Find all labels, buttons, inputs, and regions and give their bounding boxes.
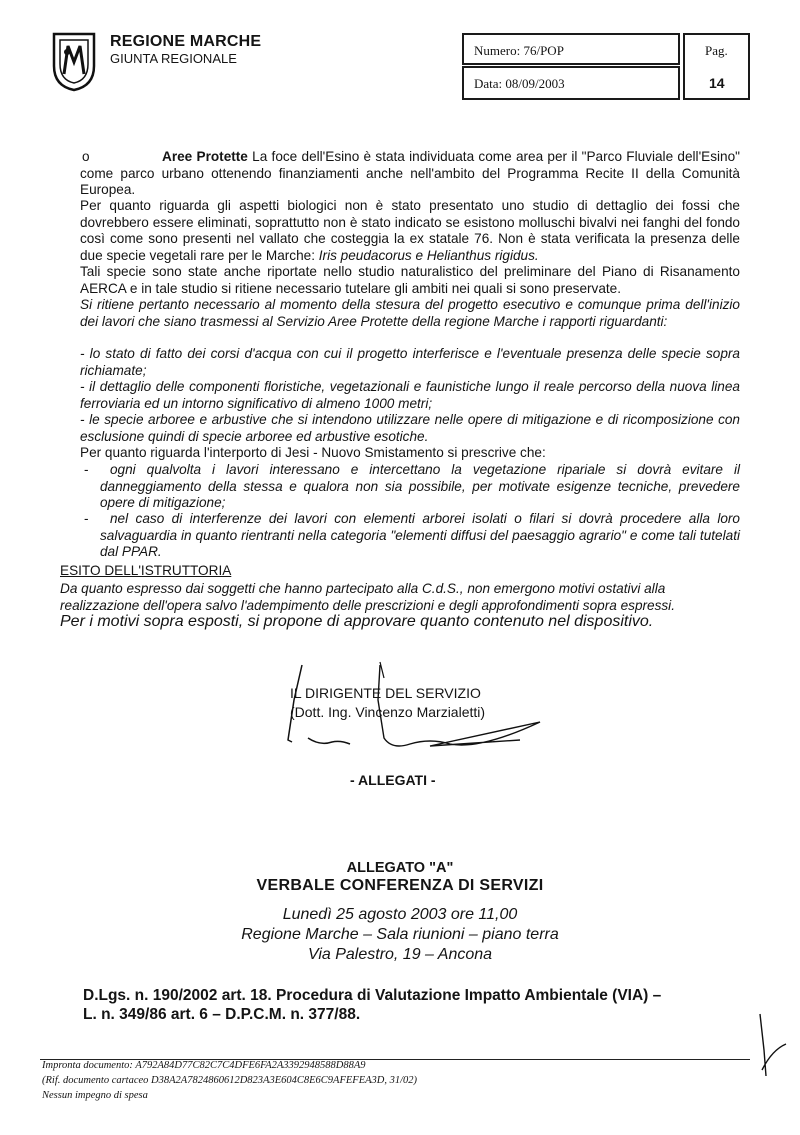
esito-text: Da quanto espresso dai soggetti che hanno partecipato alla C.d.S., non emergono motivi ostativi alla realizzazione dell'opera salvo l'adempimento delle prescrizioni e degli approfondimenti sopra espressi. bbox=[60, 581, 675, 613]
paragraph-aspetti-biologici: Per quanto riguarda gli aspetti biologici non è stato presentato uno studio di dettaglio dei fossi che dovrebbero essere eliminati, soprattutto non è stato indicato se esistono molluschi bivalvi nei fanghi del fondo così come sono presenti nel vallato che costeggia la ex statale 76. Non è stata verificata la presenza delle due specie vegetali rare per le Marche: Iris peudacorus e Helianthus rigidus. bbox=[80, 198, 740, 263]
paragraph-tali-specie: Tali specie sono state anche riportate nello studio naturalistico del preliminare del Piano di Risanamento AERCA e in tale studio si ritiene necessario tutelare gli ambiti nei quali si sono preservate. bbox=[80, 264, 740, 296]
aree-protette-text: La foce dell'Esino è stata individuata come area per il "Parco Fluviale dell'Esino" come parco urbano ottenendo finanziamenti anche nell'ambito del Programma Recite II della Comunità Europea. bbox=[80, 149, 740, 197]
footer-spesa: Nessun impegno di spesa bbox=[42, 1090, 148, 1101]
allegato-heading: ALLEGATO "A" bbox=[346, 860, 454, 876]
species-names: Iris peudacorus e Helianthus rigidus. bbox=[318, 247, 539, 263]
signature-name: (Dott. Ing. Vincenzo Marzialetti) bbox=[290, 704, 486, 720]
paragraph-si-ritiene: Si ritiene pertanto necessario al momento della stesura del progetto esecutivo e comunque prima dell'inizio dei lavori che siano trasmessi al Servizio Aree Protette della regione Marche i rapporti riguardanti: bbox=[80, 297, 740, 329]
aree-protette-heading: Aree Protette bbox=[162, 149, 248, 164]
bullet-mark: o bbox=[82, 149, 90, 164]
org-name: REGIONE MARCHE bbox=[110, 33, 262, 50]
footer-rif: (Rif. documento cartaceo D38A2A7824860612D823A3E604C8E6C9AFEFEA3D, 31/02) bbox=[42, 1075, 418, 1086]
list-item: - lo stato di fatto dei corsi d'acqua con cui il progetto interferisce e l'eventuale presenza delle specie sopra richiamate; bbox=[80, 346, 740, 378]
list-item: - le specie arboree e arbustive che si intendono utilizzare nelle opere di mitigazione e di ricomposizione con esclusione quindi di specie arboree ed arbustive esotiche. bbox=[80, 412, 740, 444]
data-text: Data: 08/09/2003 bbox=[474, 76, 565, 91]
dash-mark: - bbox=[84, 511, 89, 526]
handwritten-initial-icon bbox=[752, 1010, 792, 1080]
numero-text: Numero: 76/POP bbox=[474, 43, 564, 58]
paragraph-interporto: Per quanto riguarda l'interporto di Jesi - Nuovo Smistamento si prescrive che: bbox=[80, 445, 546, 460]
dash-mark: - bbox=[84, 462, 89, 477]
regione-marche-logo-icon bbox=[50, 30, 98, 92]
list-item: nel caso di interferenze dei lavori con elementi arborei isolati o filari si dovrà procedere alla loro salvaguardia in quanto rientranti nella categoria "elementi diffusi del paesaggio agrario" e come tali tutelati dal PPAR. bbox=[100, 511, 740, 559]
footer-impronta: Impronta documento: A792A84D77C82C7C4DFE6FA2A3392948588D88A9 bbox=[42, 1060, 366, 1071]
dlgs-line: D.Lgs. n. 190/2002 art. 18. Procedura di Valutazione Impatto Ambientale (VIA) – bbox=[83, 987, 662, 1004]
meeting-place: Regione Marche – Sala riunioni – piano terra bbox=[241, 926, 559, 943]
allegati-heading: - ALLEGATI - bbox=[350, 772, 436, 788]
data-box bbox=[462, 66, 680, 100]
page-box bbox=[683, 33, 750, 100]
list-item: ogni qualvolta i lavori interessano e intercettano la vegetazione ripariale si dovrà evitare il danneggiamento della stessa e qualora non sia possibile, per motivate esigenze tecniche, prevedere opere di mitigazione; bbox=[100, 462, 740, 510]
esito-final: Per i motivi sopra esposti, si propone di approvare quanto contenuto nel dispositivo. bbox=[60, 613, 654, 630]
meeting-address: Via Palestro, 19 – Ancona bbox=[307, 946, 493, 963]
org-subtitle: GIUNTA REGIONALE bbox=[110, 51, 237, 66]
signature-title: IL DIRIGENTE DEL SERVIZIO bbox=[290, 685, 481, 701]
numero-box bbox=[462, 33, 680, 65]
esito-title: ESITO DELL'ISTRUTTORIA bbox=[60, 563, 232, 578]
verbale-heading: VERBALE CONFERENZA DI SERVIZI bbox=[256, 877, 544, 894]
page-number: 14 bbox=[709, 75, 725, 91]
page-label: Pag. bbox=[705, 43, 728, 58]
meeting-date: Lunedì 25 agosto 2003 ore 11,00 bbox=[282, 906, 518, 923]
dlgs-line: L. n. 349/86 art. 6 – D.P.C.M. n. 377/88. bbox=[83, 1006, 361, 1023]
aree-protette-paragraph bbox=[80, 149, 740, 199]
list-item: - il dettaglio delle componenti floristiche, vegetazionali e faunistiche lungo il reale percorso della nuova linea ferroviaria ed un intorno significativo di almeno 1000 metri; bbox=[80, 379, 740, 411]
